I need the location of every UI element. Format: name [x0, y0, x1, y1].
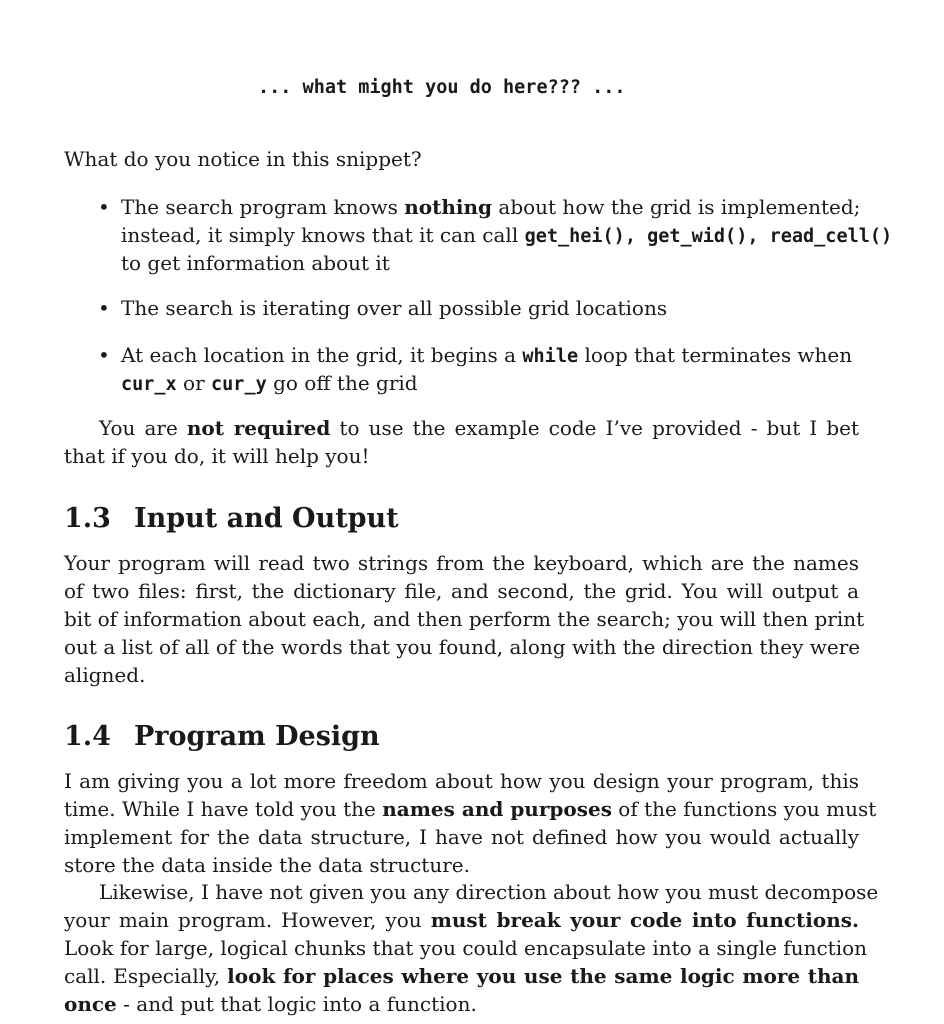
sec14-p2-line-1: Likewise, I have not given you any direction about how you must decompose	[99, 880, 879, 904]
sec14-p1-line-2: time. While I have told you the names and purposes of the functions you must	[64, 797, 877, 821]
bullet-2: The search is iterating over all possible grid locations	[121, 296, 668, 320]
intro-text: What do you notice in this snippet?	[64, 147, 422, 171]
bullet-3-line-1: At each location in the grid, it begins a while loop that terminates when	[121, 343, 853, 367]
bullet-marker: •	[98, 296, 110, 320]
bullet-1-line-1: The search program knows nothing about how the grid is implemented;	[121, 195, 861, 219]
bullet-3-line-2: cur_x or cur_y go off the grid	[121, 371, 418, 395]
section-heading-1-3: 1.3 Input and Output	[64, 503, 399, 534]
note-line-1: You are not required to use the example code I’ve provided - but I bet	[99, 416, 860, 440]
sec14-p2-line-3: Look for large, logical chunks that you could encapsulate into a single function	[64, 936, 868, 960]
sec14-p1-line-4: store the data inside the data structure.	[64, 853, 470, 877]
note-line-2: that if you do, it will help you!	[64, 444, 370, 468]
sec13-line: bit of information about each, and then perform the search; you will then print	[64, 607, 865, 631]
sec14-p2-line-5: once - and put that logic into a function.	[64, 992, 477, 1016]
bullet-marker: •	[98, 195, 110, 219]
bullet-1-line-3: to get information about it	[121, 251, 390, 275]
sec13-line: aligned.	[64, 663, 146, 687]
sec13-line: Your program will read two strings from the keyboard, which are the names	[64, 551, 859, 575]
section-heading-1-4: 1.4 Program Design	[64, 721, 380, 752]
sec14-p2-line-4: call. Especially, look for places where you use the same logic more than	[64, 964, 859, 988]
bullet-1-line-2: instead, it simply knows that it can call get_hei(), get_wid(), read_cell()	[121, 223, 893, 247]
sec14-p2-line-2: your main program. However, you must break your code into functions.	[64, 908, 859, 932]
sec13-line: out a list of all of the words that you found, along with the direction they were	[64, 635, 861, 659]
code-caption: ... what might you do here??? ...	[258, 77, 626, 98]
sec13-line: of two files: first, the dictionary file, and second, the grid. You will output a	[64, 579, 859, 603]
sec14-p1-line-1: I am giving you a lot more freedom about how you design your program, this	[64, 769, 859, 793]
bullet-marker: •	[98, 343, 110, 367]
sec14-p1-line-3: implement for the data structure, I have not defined how you would actually	[64, 825, 859, 849]
